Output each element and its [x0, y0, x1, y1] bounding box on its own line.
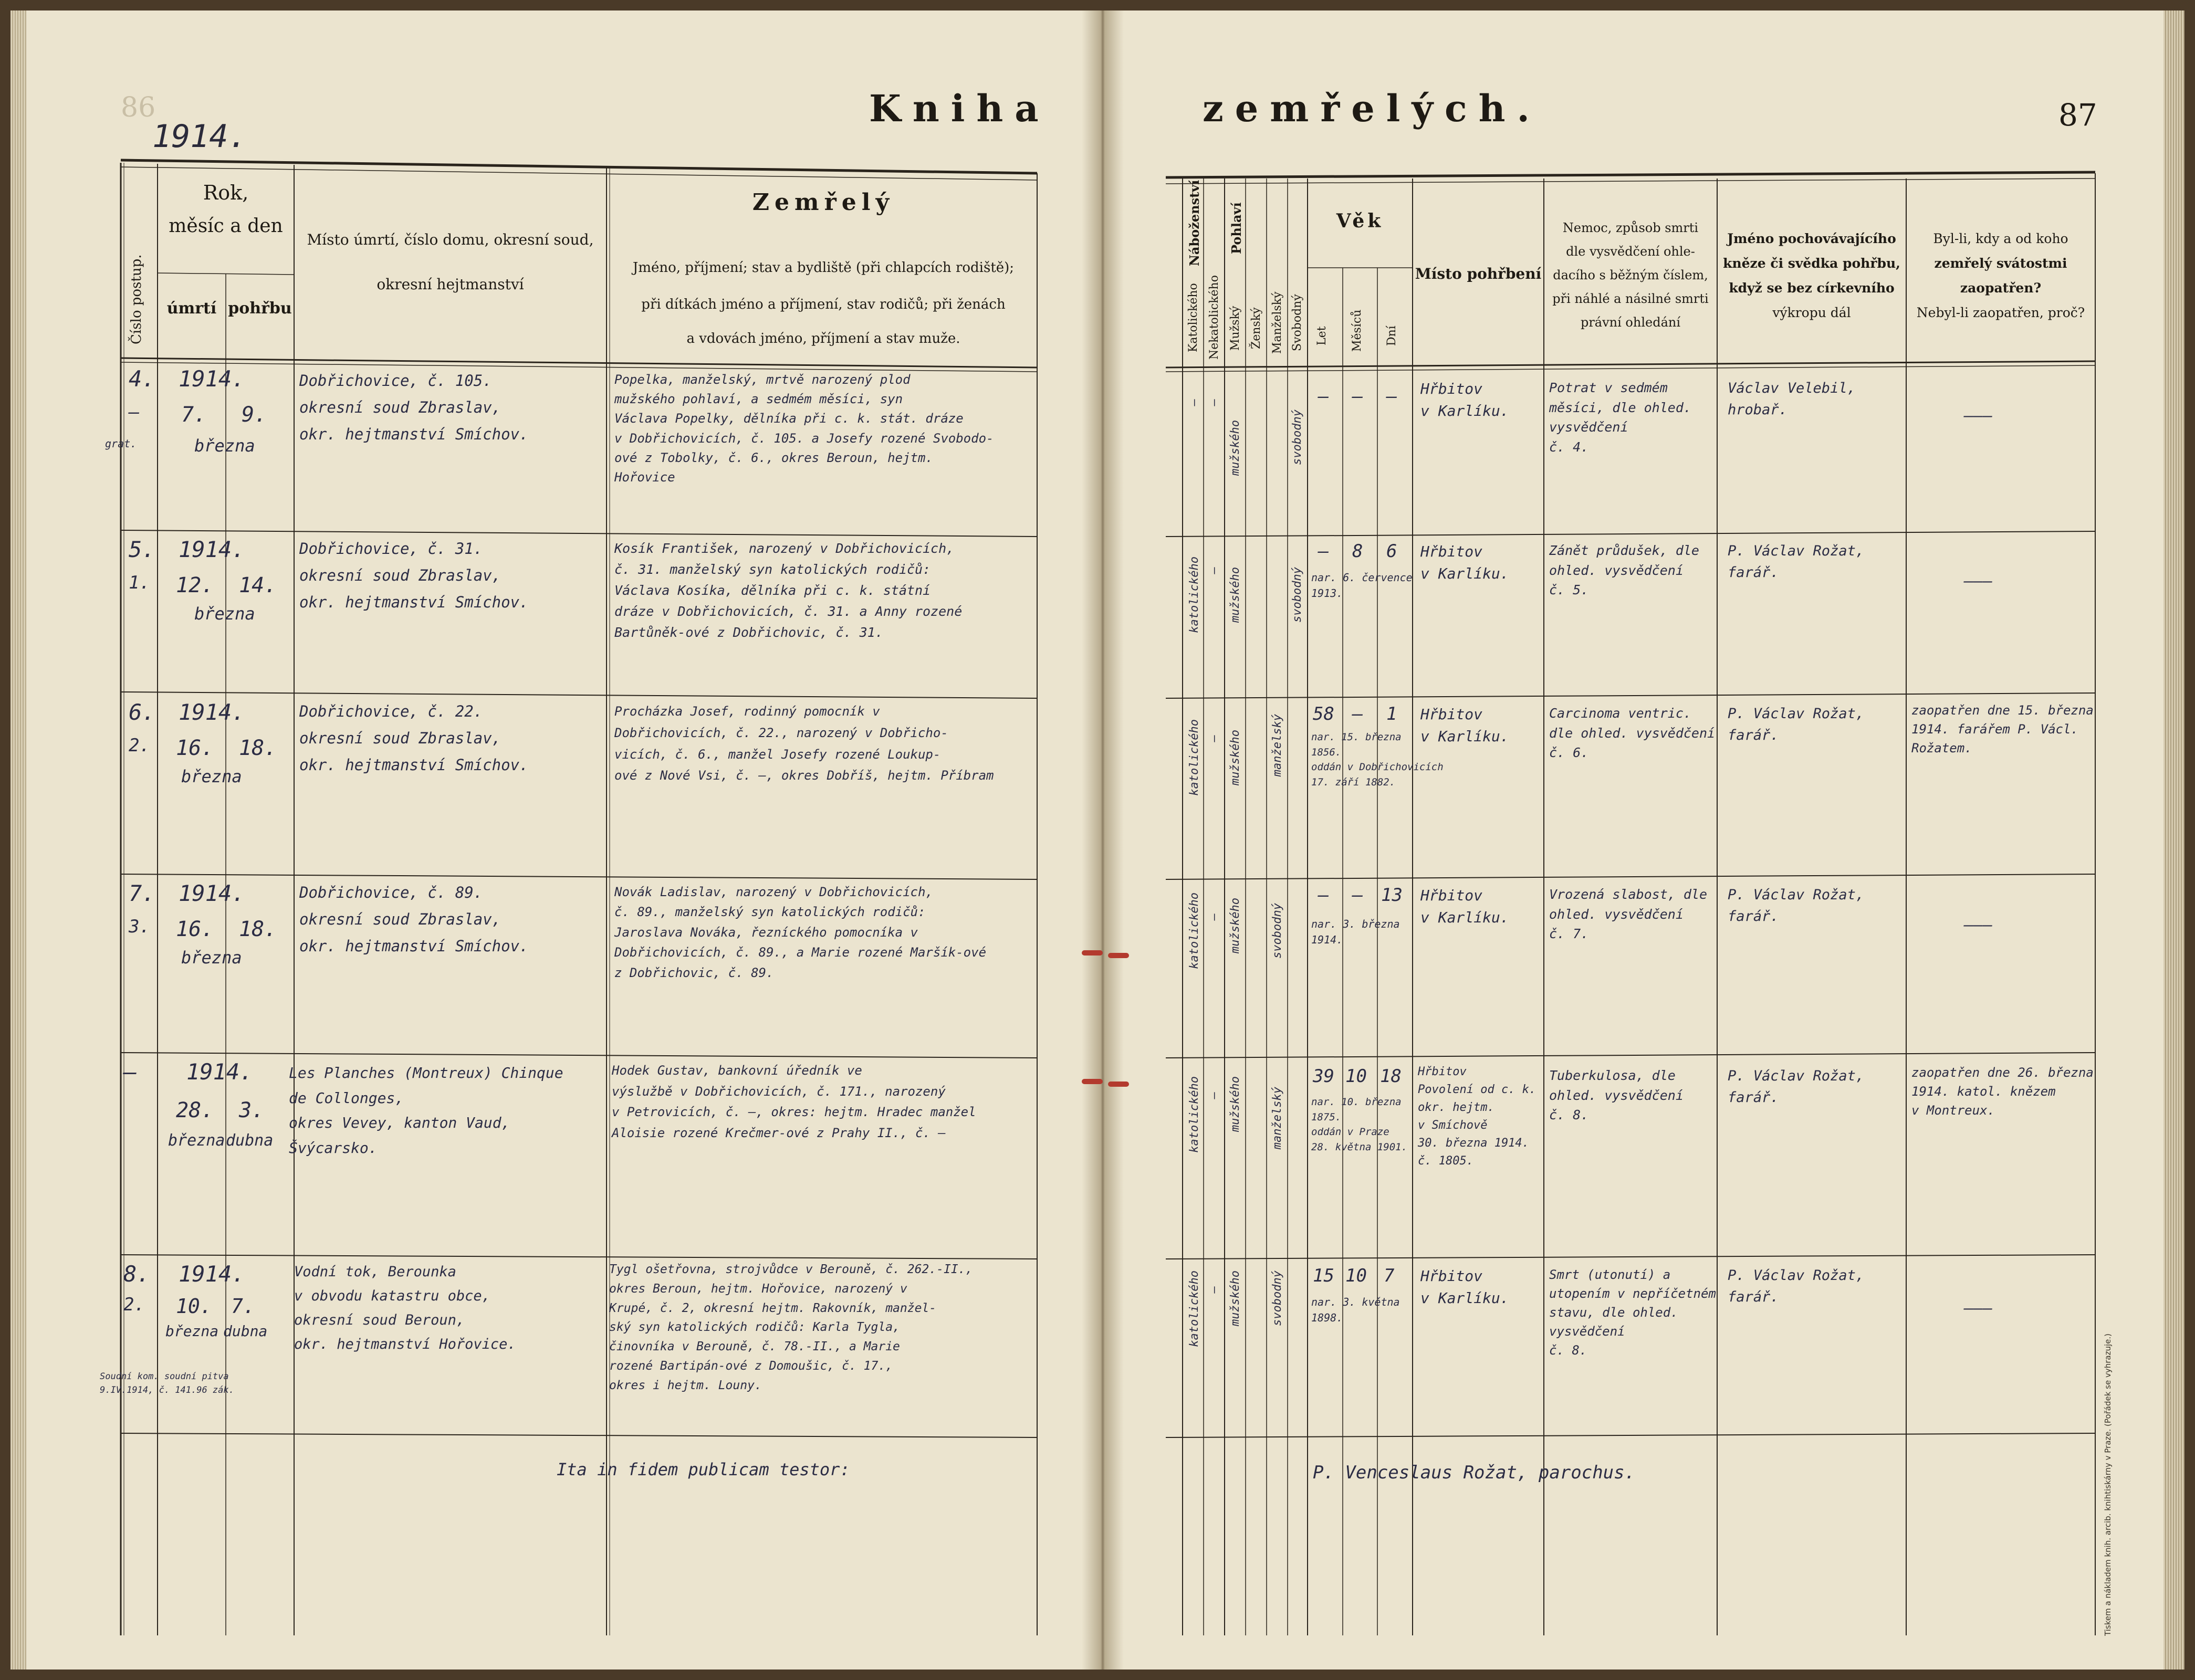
deceased-details: Kosík František, narozený v Dobřichovicích, č. 31. manželský syn katolických rodičů: Václava Kosíka, dělníka při c. k. státní dráze v Dobřichovicích, č. 31. a Anny rozené Bartůněk-ové z Dobřichovic, č. 31. [614, 541, 963, 640]
priest: P. Václav Rožat, farář. [1728, 706, 1865, 743]
margin-note: Soudní kom. soudní pitva 9.IV.1914, č. 141.96 zák. [100, 1371, 234, 1395]
closing-attestation: Ita in fidem publicam testor: [557, 1460, 850, 1479]
birth-date: nar. 6. července 1913. [1311, 571, 1413, 600]
zaop-line4: Nebyl-li zaopatřen, proč? [1916, 305, 2085, 320]
death-day: 7. [181, 403, 207, 427]
religion-noncatholic: – [1208, 567, 1221, 574]
sex: mužského [1229, 1270, 1242, 1326]
religion-catholic: – [1188, 399, 1201, 406]
age-months: – [1352, 704, 1363, 724]
place-of-death: Dobřichovice, č. 89. okresní soud Zbraslav, okr. hejtmanství Smíchov. [299, 884, 529, 955]
deceased-details: Novák Ladislav, narozený v Dobřichovicích, č. 89., manželský syn katolických rodičů: Jaroslava Nováka, řezníckého pomocníka v Dobřichovicích, č. 89., a Marie rozené Maršík-ové z Dobřichovic, č. 89. [614, 885, 987, 980]
burial-place: Hřbitov v Karlíku. [1420, 706, 1509, 745]
place-of-death: Dobřichovice, č. 105. okresní soud Zbraslav, okr. hejtmanství Smíchov. [299, 372, 529, 443]
age-days: – [1386, 386, 1397, 407]
marital-status: svobodný [1271, 1270, 1284, 1326]
jmeno-line2: kněze či svědka pohřbu, [1723, 256, 1900, 271]
column-header-katolickeho: Katolického [1187, 283, 1200, 352]
marital-status: svobodný [1291, 410, 1304, 465]
right-page-edges [2163, 10, 2184, 1670]
birth-date: nar. 15. března 1856. oddán v Dobřichovicích 17. září 1882. [1311, 731, 1444, 788]
month: března [168, 1131, 225, 1150]
left-page-edges [11, 10, 26, 1670]
zemrely-desc-line1: Jméno, příjmení; stav a bydliště (při chlapcích rodiště); [632, 260, 1015, 276]
column-header-let: Let [1315, 326, 1329, 346]
deceased-details: Procházka Josef, rodinný pomocník v Dobřichovicích, č. 22., narozený v Dobřicho- vicích, č. 6., manžel Josefy rozené Loukup- ové z Nové Vsi, č. –, okres Dobříš, hejtm. Příbram [614, 704, 994, 783]
deceased-details: Hodek Gustav, bankovní úředník ve výslužbě v Dobřichovicích, č. 171., narozený v Petrovicích, č. –, okres: hejtm. Hradec manžel Aloisie rozené Krečmer-ové z Prahy II., č. – [612, 1063, 976, 1140]
priest: P. Václav Rožat, farář. [1728, 1068, 1865, 1106]
sacraments: ——— [1964, 407, 1993, 425]
burial-place: Hřbitov v Karlíku. [1420, 887, 1509, 926]
binding-thread [1108, 1082, 1129, 1087]
month: března [194, 436, 255, 456]
zaop-line2: zemřelý svátostmi [1934, 256, 2067, 271]
column-header-muzsky: Mužský [1229, 306, 1242, 351]
column-header-mesicu: Měsíců [1351, 309, 1364, 352]
cause-of-death: Smrt (utonutí) a utopením v nepříčetném stavu, dle ohled. vysvědčení č. 8. [1549, 1267, 1716, 1358]
birth-date: nar. 10. března 1875. oddán v Praze 28. května 1901. [1311, 1096, 1408, 1153]
ghost-page-number: 86 [121, 92, 156, 123]
book-gutter [1082, 10, 1124, 1670]
sex: mužského [1229, 567, 1242, 623]
sex: mužského [1229, 730, 1242, 785]
place-of-death: Dobřichovice, č. 31. okresní soud Zbraslav, okr. hejtmanství Smíchov. [299, 540, 529, 611]
religion-catholic: katolického [1188, 719, 1201, 796]
column-header-misto-sub: okresní hejtmanství [377, 276, 524, 293]
birth-date: nar. 3. května 1898. [1311, 1296, 1400, 1324]
sex: mužského [1229, 898, 1242, 953]
age-years: – [1318, 386, 1329, 407]
death-day: 10. [176, 1295, 212, 1318]
age-days: 6 [1386, 541, 1397, 562]
jmeno-line1: Jméno pochovávajícího [1727, 231, 1896, 246]
entry-number: 7. [129, 880, 155, 906]
column-header-zensky: Ženský [1250, 307, 1263, 349]
burial-month: dubna [223, 1322, 268, 1340]
cause-of-death: Carcinoma ventric. dle ohled. vysvědčení č. 6. [1549, 706, 1716, 760]
priest: P. Václav Rožat, farář. [1728, 887, 1865, 925]
sacraments: ——— [1964, 572, 1993, 591]
burial-place: Hřbitov v Karlíku. [1420, 1267, 1509, 1307]
entry-subnumber: 2. [123, 1294, 145, 1315]
zaop-line1: Byl-li, kdy a od koho [1933, 231, 2068, 246]
age-years: 58 [1313, 704, 1334, 724]
burial-day: 3. [239, 1098, 265, 1122]
religion-noncatholic: – [1208, 914, 1221, 921]
column-header-rok-sub: měsíc a den [169, 215, 283, 237]
age-years: – [1318, 885, 1329, 906]
nemoc-line2: dle vysvědčení ohle- [1566, 244, 1695, 259]
page-number: 87 [2058, 97, 2097, 133]
column-header-pohlavi: Pohlaví [1229, 202, 1244, 255]
burial-day: 14. [239, 573, 277, 597]
column-header-vek: Věk [1336, 210, 1384, 232]
entry-year: 1914. [179, 699, 245, 725]
religion-catholic: katolického [1188, 556, 1201, 633]
burial-place: Hřbitov v Karlíku. [1420, 380, 1509, 419]
jmeno-line3: když se bez církevního [1729, 280, 1895, 296]
column-header-cislo: Číslo postup. [129, 254, 144, 344]
column-header-manzelsky: Manželský [1271, 291, 1284, 354]
priest: Václav Velebil, hrobař. [1728, 380, 1856, 418]
zaop-line3: zaopatřen? [1960, 280, 2042, 296]
sex: mužského [1229, 1076, 1242, 1132]
death-day: 16. [176, 917, 214, 941]
entry-year: 1914. [179, 537, 245, 562]
nemoc-line4: při náhlé a násilné smrti [1552, 291, 1709, 306]
printer-imprint: Tiskem a nákladem knih. arcib. knihtiskárny v Praze. (Pořádek se vyhrazuje.) [2103, 1334, 2113, 1636]
religion-noncatholic: – [1208, 1286, 1221, 1294]
binding-thread [1108, 953, 1129, 958]
deceased-details: Popelka, manželský, mrtvě narozený plod mužského pohlaví, a sedmém měsíci, syn Václava Popelky, dělníka při c. k. stát. dráze v Dobřichovicích, č. 105. a Josefy rozené Svobodo- ové z Tobolky, č. 6., okres Beroun, hejtm. Hořovice [614, 372, 994, 485]
marital-status: svobodný [1271, 903, 1284, 959]
cause-of-death: Tuberkulosa, dle ohled. vysvědčení č. 8. [1549, 1068, 1684, 1122]
entry-number: 8. [123, 1261, 150, 1287]
burial-day: 9. [242, 403, 267, 427]
age-months: 10 [1345, 1265, 1367, 1286]
entry-number: 5. [129, 537, 155, 562]
entry-number: 4. [129, 366, 155, 392]
column-header-nabozenstvi: Náboženství [1187, 180, 1202, 267]
margin-note: grat. [105, 437, 137, 450]
nemoc-line3: dacího s běžným číslem, [1553, 268, 1708, 282]
month: března [194, 604, 255, 624]
age-days: 18 [1380, 1066, 1402, 1087]
place-of-death: Vodní tok, Berounka v obvodu katastru obce, okresní soud Beroun, okr. hejtmanství Hořovice. [294, 1264, 516, 1352]
religion-noncatholic: – [1208, 1092, 1221, 1099]
death-day: 16. [176, 736, 214, 760]
column-header-dni: Dní [1385, 326, 1398, 346]
cause-of-death: Vrozená slabost, dle ohled. vysvědčení č. 7. [1549, 887, 1708, 941]
entry-subnumber: 2. [129, 735, 150, 756]
cause-of-death: Zánět průdušek, dle ohled. vysvědčení č. 5. [1549, 543, 1699, 597]
marital-status: svobodný [1291, 567, 1304, 623]
priest: P. Václav Rožat, farář. [1728, 1267, 1865, 1305]
burial-day: 7. [231, 1295, 255, 1318]
religion-catholic: katolického [1188, 892, 1201, 969]
entry-year: 1914. [186, 1059, 253, 1085]
entry-year: 1914. [179, 880, 245, 906]
place-of-death: Dobřichovice, č. 22. okresní soud Zbraslav, okr. hejtmanství Smíchov. [299, 702, 529, 774]
place-of-death: Les Planches (Montreux) Chinque de Collonges, okres Vevey, kanton Vaud, Švýcarsko. [289, 1064, 563, 1157]
jmeno-line4: výkropu dál [1772, 305, 1851, 320]
age-years: 15 [1313, 1265, 1334, 1286]
death-day: 12. [176, 573, 214, 597]
religion-noncatholic: – [1208, 399, 1221, 406]
title-left: Kniha [869, 87, 1050, 130]
column-header-zemrely: Zemřelý [752, 189, 895, 216]
left-page [11, 10, 1100, 1670]
burial-month: dubna [226, 1131, 274, 1150]
sacraments: ——— [1964, 1299, 1993, 1318]
age-days: 1 [1386, 704, 1397, 724]
binding-thread [1082, 950, 1103, 956]
age-days: 13 [1381, 885, 1403, 906]
nemoc-line5: právní ohledání [1580, 315, 1681, 330]
nemoc-line1: Nemoc, způsob smrti [1562, 220, 1699, 235]
religion-noncatholic: – [1208, 735, 1221, 742]
title-right: zemřelých. [1203, 87, 1541, 130]
sacraments: ——— [1964, 916, 1993, 934]
entry-subnumber: – [129, 402, 140, 423]
burial-day: 18. [239, 917, 277, 941]
religion-catholic: katolického [1188, 1270, 1201, 1347]
month: března [181, 948, 242, 968]
entry-number: 6. [129, 699, 155, 725]
entry-subnumber: 3. [129, 916, 150, 937]
burial-place: Hřbitov Povolení od c. k. okr. hejtm. v Smíchově 30. března 1914. č. 1805. [1418, 1065, 1537, 1168]
age-days: 7 [1384, 1265, 1395, 1286]
zemrely-desc-line3: a vdovách jméno, příjmení a stav muže. [686, 331, 960, 346]
closing-signature: P. Venceslaus Rožat, parochus. [1313, 1462, 1636, 1483]
deceased-details: Tygl ošetřovna, strojvůdce v Berouně, č. 262.-II., okres Beroun, hejtm. Hořovice, narozený v Krupé, č. 2, okresní hejtm. Rakovník, manžel- ský syn katolických rodičů: Karla Tygla, činovníka v Berouně, č. 78.-II., a Marie rozené Bartipán-ové z Domoušic, č. 17., okres i hejtm. Louny. [609, 1263, 973, 1392]
age-years: – [1318, 541, 1329, 562]
month: března [165, 1322, 219, 1340]
priest: P. Václav Rožat, farář. [1728, 543, 1865, 581]
column-header-nekatolickeho: Nekatolického [1208, 275, 1221, 360]
marital-status: manželský [1271, 714, 1284, 777]
month: března [181, 766, 242, 786]
religion-catholic: katolického [1188, 1076, 1201, 1153]
column-header-misto-pohrbu: Místo pohřbení [1415, 265, 1542, 282]
column-header-rok: Rok, [203, 181, 249, 204]
entry-subnumber: 1. [129, 572, 150, 593]
age-months: 10 [1345, 1066, 1367, 1087]
sacraments: zaopatřen dne 15. března 1914. farářem P. Václ. Rožatem. [1911, 703, 2094, 755]
birth-date: nar. 3. března 1914. [1311, 918, 1400, 946]
burial-day: 18. [239, 736, 277, 760]
entry-year: 1914. [179, 366, 245, 392]
year-note: 1914. [152, 118, 247, 155]
entry-year: 1914. [179, 1261, 245, 1287]
age-years: 39 [1313, 1066, 1334, 1087]
sex: mužského [1229, 420, 1242, 476]
age-months: – [1352, 885, 1363, 906]
column-header-misto: Místo úmrtí, číslo domu, okresní soud, [307, 231, 594, 248]
cause-of-death: Potrat v sedmém měsíci, dle ohled. vysvědčení č. 4. [1549, 380, 1691, 455]
column-header-pohrbu: pohřbu [228, 299, 292, 318]
zemrely-desc-line2: při dítkách jméno a příjmení, stav rodičů; při ženách [641, 297, 1006, 312]
age-months: – [1352, 386, 1363, 407]
column-header-svobodny: Svobodný [1291, 294, 1304, 352]
burial-place: Hřbitov v Karlíku. [1420, 543, 1509, 582]
death-day: 28. [176, 1098, 214, 1122]
entry-number: — [123, 1059, 137, 1085]
sacraments: zaopatřen dne 26. března 1914. katol. knězem v Montreux. [1911, 1065, 2094, 1118]
marital-status: manželský [1271, 1087, 1284, 1150]
age-months: 8 [1352, 541, 1363, 562]
column-header-umrti: úmrtí [166, 299, 217, 318]
binding-thread [1082, 1079, 1103, 1084]
